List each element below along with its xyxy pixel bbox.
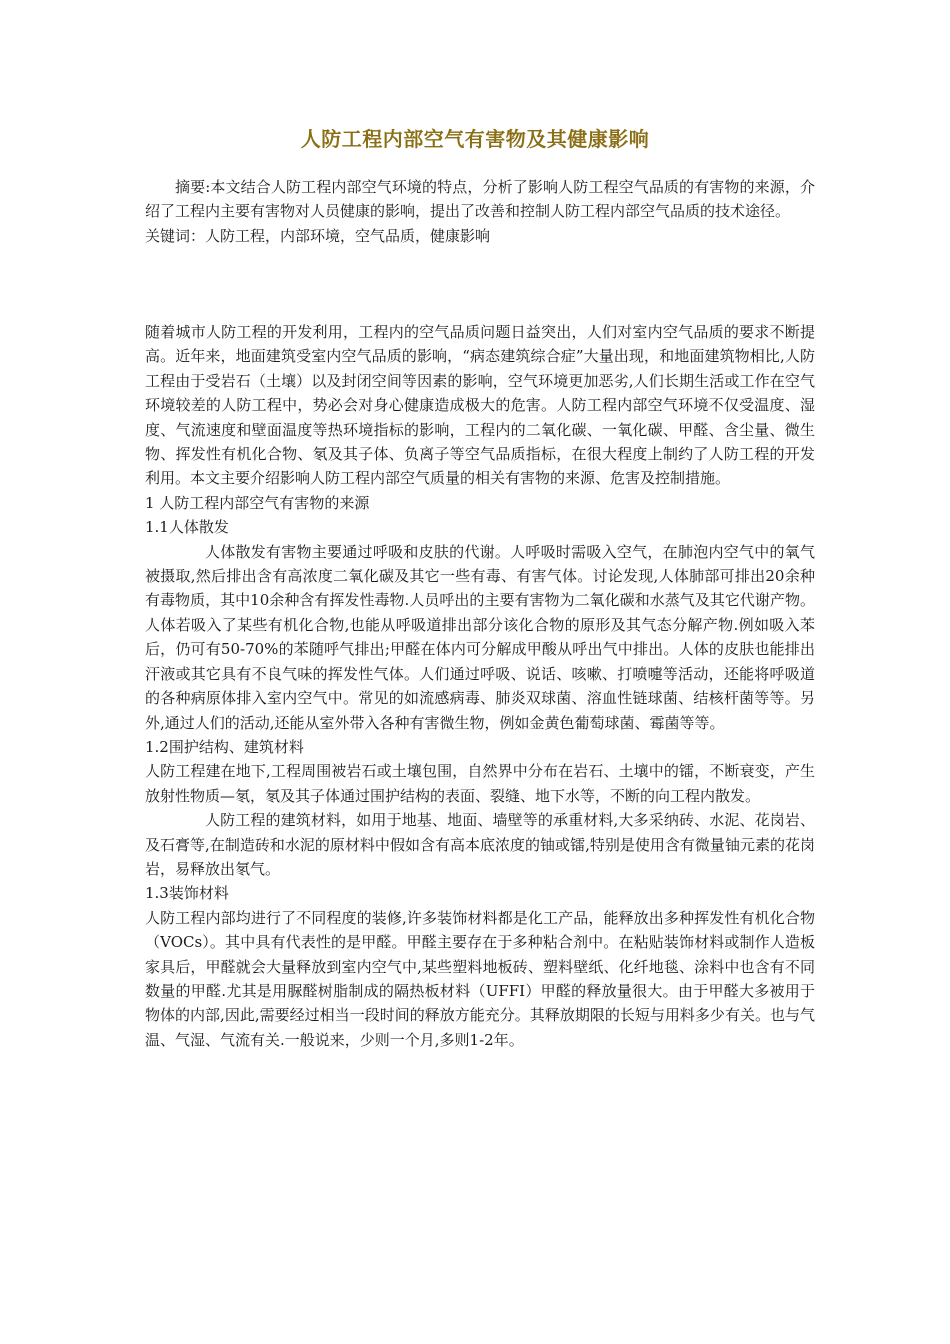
section-1-2-paragraph-2: 人防工程的建筑材料，如用于地基、地面、墙壁等的承重材料,大多采纳砖、水泥、花岗岩、及石膏等,在制造砖和水泥的原材料中假如含有高本底浓度的铀或镭,特别是使用含有微量铀元素的花岗岩，易释放出氡气。: [145, 811, 815, 878]
abstract-section: [145, 175, 815, 248]
keywords-text: 关键词：人防工程，内部环境，空气品质，健康影响: [145, 226, 491, 245]
body-section: [145, 320, 815, 1052]
section-1-3-heading: 1.3装饰材料: [145, 884, 229, 903]
document-title: 人防工程内部空气有害物及其健康影响: [300, 127, 650, 151]
section-1-1-heading: 1.1人体散发: [145, 518, 229, 537]
intro-paragraph: 随着城市人防工程的开发利用，工程内的空气品质问题日益突出，人们对室内空气品质的要求不断提高。近年来，地面建筑受室内空气品质的影响，“病态建筑综合症”大量出现，和地面建筑物相比,人防工程由于受岩石（土壤）以及封闭空间等因素的影响，空气环境更加恶劣,人们长期生活或工作在空气环境较差的人防工程中，势必会对身心健康造成极大的危害。人防工程内部空气环境不仅受温度、湿度、气流速度和壁面温度等热环境指标的影响，工程内的二氧化碳、一氧化碳、甲醛、含尘量、微生物、挥发性有机化合物、氡及其子体、负离子等空气品质指标，在很大程度上制约了人防工程的开发利用。本文主要介绍影响人防工程内部空气质量的相关有害物的来源、危害及控制措施。: [145, 323, 815, 488]
abstract-text: 摘要:本文结合人防工程内部空气环境的特点，分析了影响人防工程空气品质的有害物的来源，介绍了工程内主要有害物对人员健康的影响，提出了改善和控制人防工程内部空气品质的技术途径。: [145, 178, 815, 221]
section-1-heading: 1 人防工程内部空气有害物的来源: [145, 493, 370, 512]
section-1-1-paragraph: 人体散发有害物主要通过呼吸和皮肤的代谢。人呼吸时需吸入空气，在肺泡内空气中的氧气被摄取,然后排出含有高浓度二氧化碳及其它一些有毒、有害气体。讨论发现,人体肺部可排出20余种有毒物质，其中10余种含有挥发性毒物.人员呼出的主要有害物为二氧化碳和水蒸气及其它代谢产物。人体若吸入了某些有机化合物,也能从呼吸道排出部分该化合物的原形及其气态分解产物.例如吸入苯后，仍可有50-70%的苯随呼气排出;甲醛在体内可分解成甲酸从呼出气中排出。人体的皮肤也能排出汗液或其它具有不良气味的挥发性气体。人们通过呼吸、说话、咳嗽、打喷嚏等活动，还能将呼吸道的各种病原体排入室内空气中。常见的如流感病毒、肺炎双球菌、溶血性链球菌、结核杆菌等等。另外,通过人们的活动,还能从室外带入各种有害微生物，例如金黄色葡萄球菌、霉菌等等。: [145, 542, 815, 732]
section-1-2-heading: 1.2围护结构、建筑材料: [145, 737, 304, 756]
section-1-3-paragraph: 人防工程内部均进行了不同程度的装修,许多装饰材料都是化工产品，能释放出多种挥发性有机化合物（VOCs）。其中具有代表性的是甲醛。甲醛主要存在于多种粘合剂中。在粘贴装饰材料或制作人造板家具后，甲醛就会大量释放到室内空气中,某些塑料地板砖、塑料壁纸、化纤地毯、涂料中也含有不同数量的甲醛.尤其是用脲醛树脂制成的隔热板材料（UFFI）甲醛的释放量很大。由于甲醛大多被用于物体的内部,因此,需要经过相当一段时间的释放方能充分。其释放期限的长短与用料多少有关。也与气温、气湿、气流有关.一般说来，少则一个月,多则1-2年。: [145, 908, 815, 1049]
section-1-2-paragraph-1: 人防工程建在地下,工程周围被岩石或土壤包围，自然界中分布在岩石、土壤中的镭，不断衰变，产生放射性物质—氡，氡及其子体通过围护结构的表面、裂缝、地下水等，不断的向工程内散发。: [145, 762, 815, 805]
